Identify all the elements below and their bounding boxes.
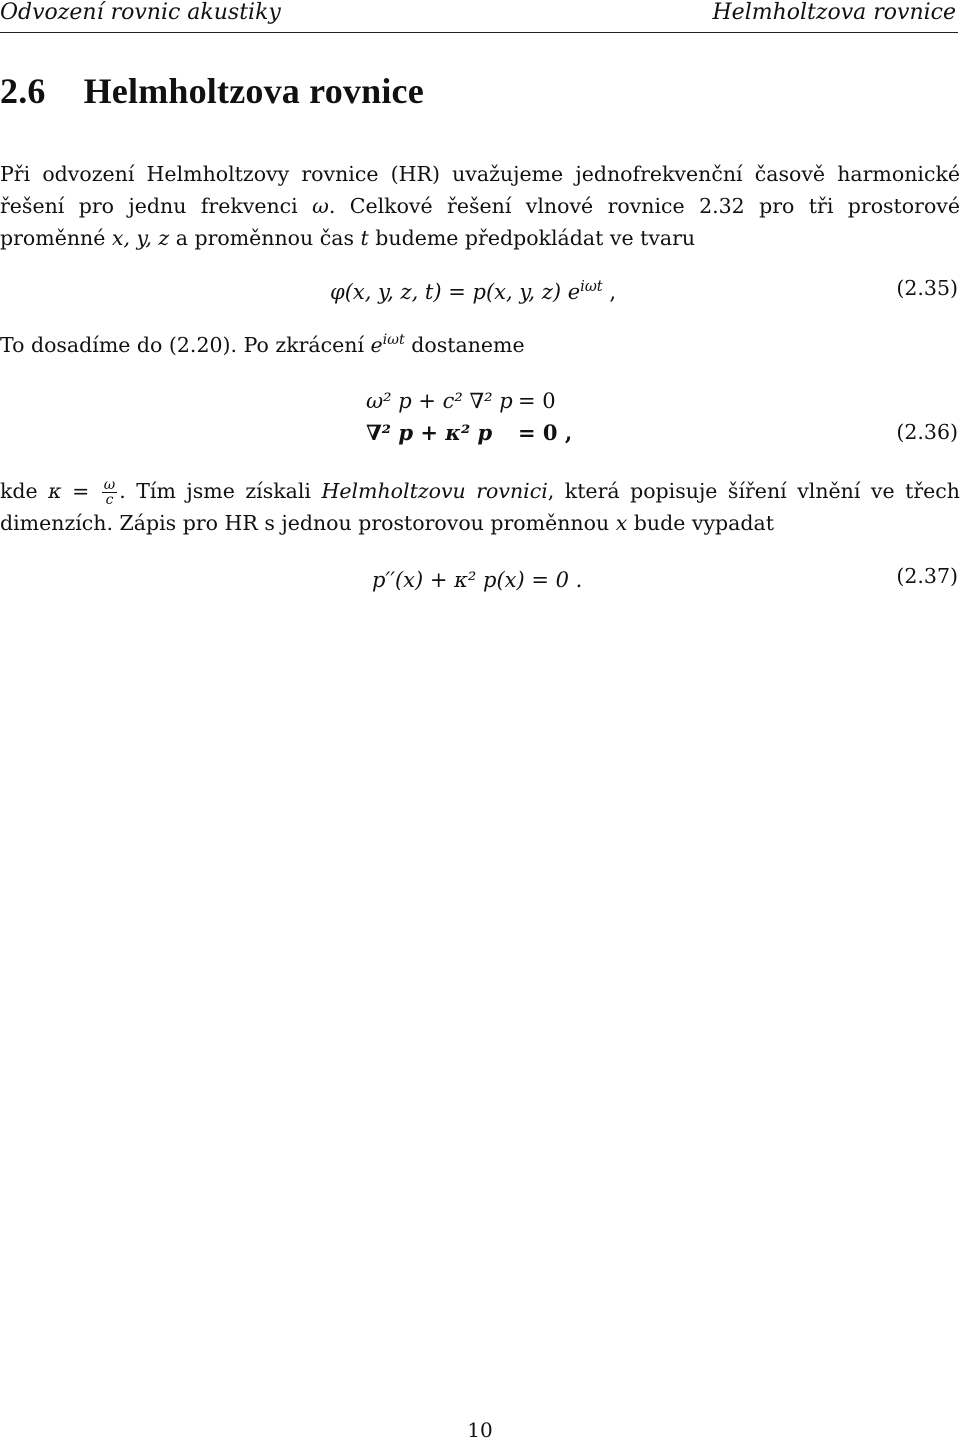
header-chapter-title: Odvození rovnic akustiky xyxy=(0,0,281,25)
equation-number-2-35: (2.35) xyxy=(896,276,958,300)
equation-tail: , xyxy=(602,280,617,304)
equation-number-2-37: (2.37) xyxy=(896,564,958,588)
equation-2-35 xyxy=(330,276,616,308)
equation-2-36-line1 xyxy=(366,385,556,417)
math-variables: x, y, z xyxy=(111,226,170,250)
equation-lhs: ω² p + c² ∇² p xyxy=(366,389,513,413)
paragraph-text: Při odvození Helmholtzovy rovnice (HR) uvažujeme jednofrekvenční časově harmonické řešení pro jednu frekvenci xyxy=(0,162,960,218)
page-number: 10 xyxy=(467,1418,493,1442)
section-title xyxy=(0,70,424,112)
paragraph-intro xyxy=(0,158,960,254)
equation-2-37 xyxy=(372,564,582,596)
math-fraction xyxy=(102,478,117,507)
paragraph-text: . Celkové řešení vlnové rovnice 2.32 pro tři prostorové proměnné xyxy=(0,194,960,250)
section-title-text: Helmholtzova rovnice xyxy=(83,71,424,111)
math-x: x xyxy=(615,511,628,535)
equation-2-36-line2 xyxy=(366,417,572,449)
term-helmholtz-equation: Helmholtzovu rovnici xyxy=(321,479,548,503)
equation-rhs: = 0 , xyxy=(518,420,573,445)
math-equals: = xyxy=(61,479,100,503)
paragraph-text: To dosadíme do (2.20). Po zkrácení xyxy=(0,333,371,357)
header-section-title: Helmholtzova rovnice xyxy=(712,0,956,25)
paragraph-text: bude vypadat xyxy=(627,511,774,535)
running-header xyxy=(0,0,958,33)
equation-rhs: = 0 xyxy=(518,389,556,413)
paragraph-substitution xyxy=(0,329,960,361)
equation-lhs: ∇² p + κ² p xyxy=(366,420,493,445)
math-exponential: e xyxy=(370,333,383,357)
math-omega: ω xyxy=(312,194,329,218)
equation-exponent: iωt xyxy=(580,278,603,295)
math-exponent: iωt xyxy=(382,332,405,349)
equation-number-2-36: (2.36) xyxy=(896,420,958,444)
fraction-denominator: c xyxy=(105,492,114,508)
equation-lhs: φ(x, y, z, t) = p(x, y, z) e xyxy=(330,280,581,304)
paragraph-text: a proměnnou čas xyxy=(169,226,361,250)
paragraph-text: dostaneme xyxy=(404,333,525,357)
math-kappa: κ xyxy=(48,479,62,503)
paragraph-conclusion xyxy=(0,475,960,539)
paragraph-text: . Tím jsme získali xyxy=(119,479,322,503)
paragraph-text: kde xyxy=(0,479,49,503)
math-time: t xyxy=(360,226,369,250)
paragraph-text: budeme předpokládat ve tvaru xyxy=(368,226,696,250)
equation-content: p′′(x) + κ² p(x) = 0 . xyxy=(372,568,583,592)
section-number: 2.6 xyxy=(0,71,46,111)
paragraph-text: , která popisuje šíření vlnění ve třech dimenzích. Zápis pro HR s jednou prostorovou proměnnou xyxy=(0,479,960,535)
fraction-numerator: ω xyxy=(103,477,116,493)
